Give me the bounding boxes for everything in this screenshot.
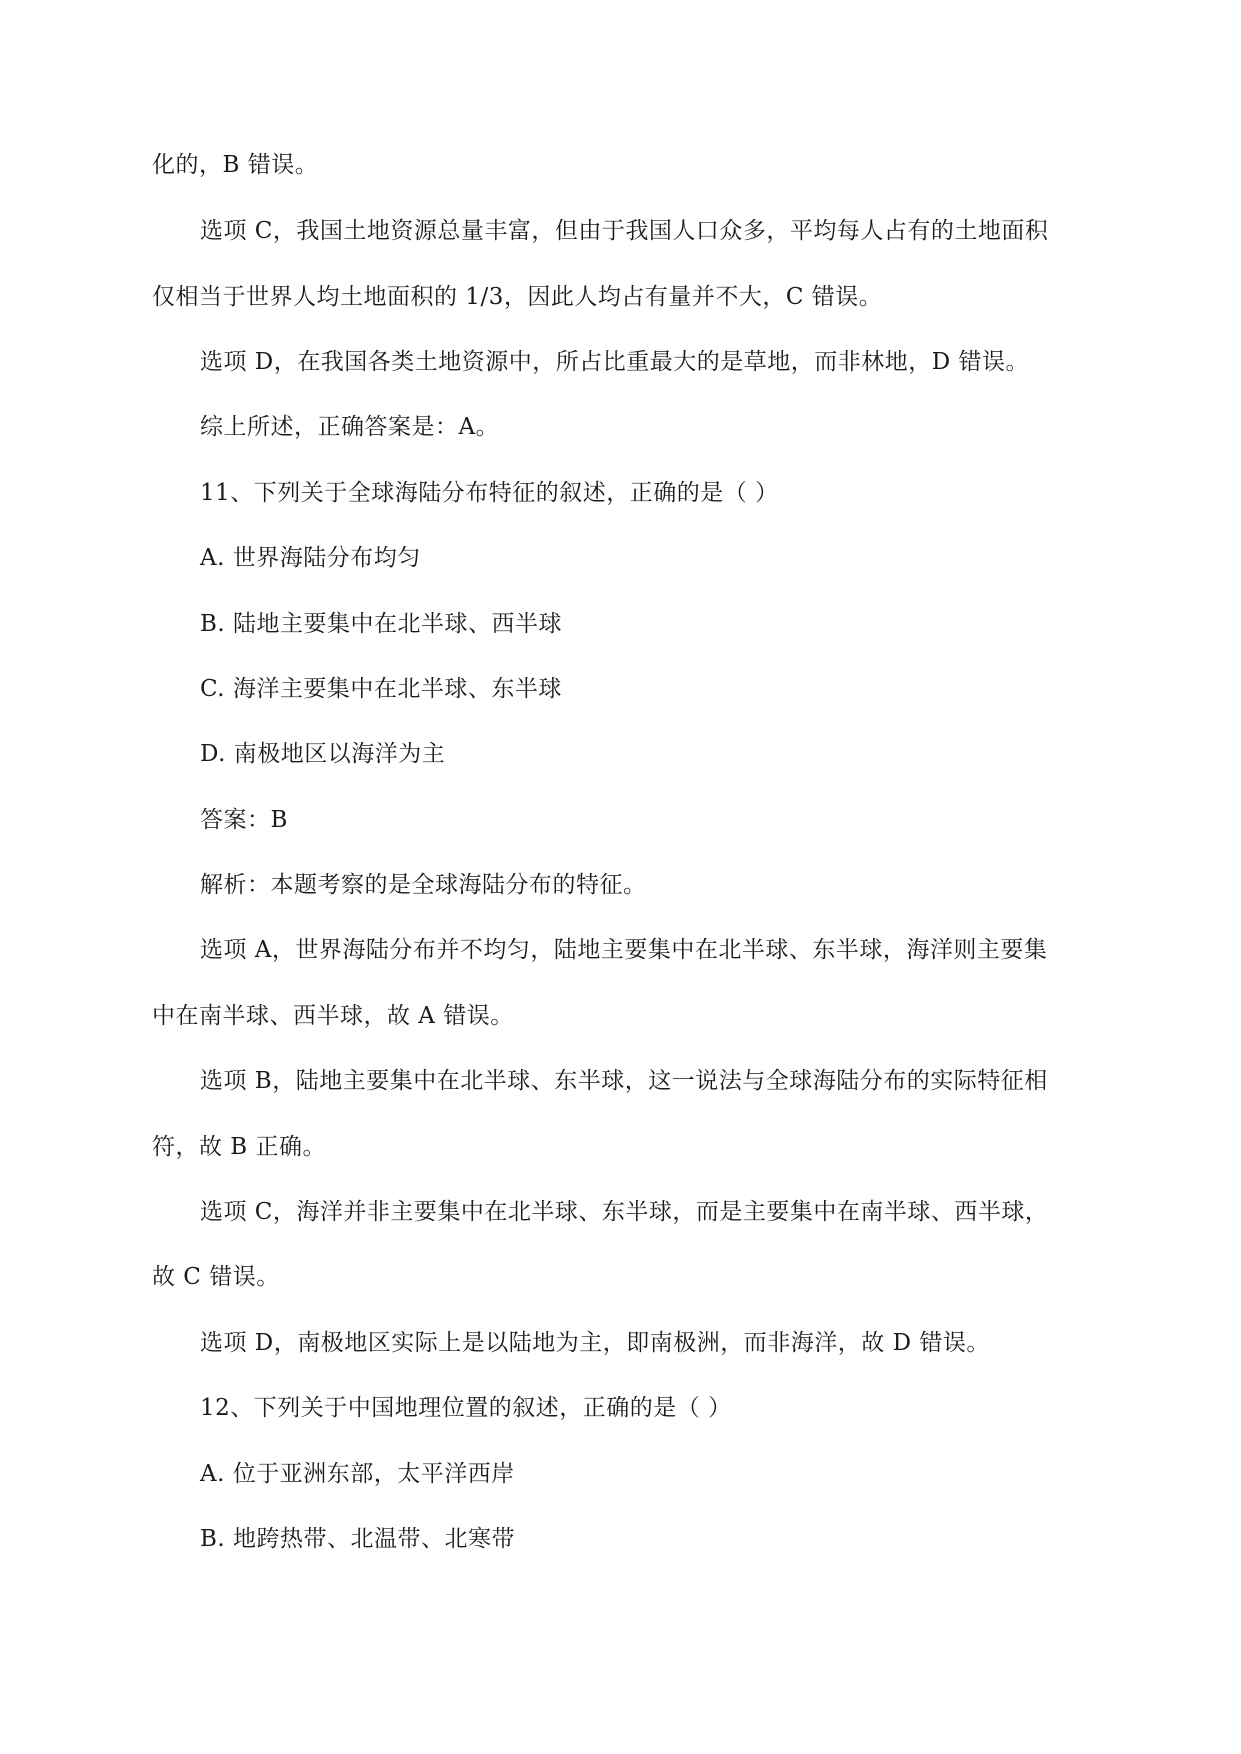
- text-line: 选项 B，陆地主要集中在北半球、东半球，这一说法与全球海陆分布的实际特征相: [200, 1068, 1048, 1094]
- text-line: 化的，B 错误。: [152, 152, 319, 178]
- option-d: D. 南极地区以海洋为主: [200, 741, 446, 767]
- text-line: 选项 C，海洋并非主要集中在北半球、东半球，而是主要集中在南半球、西半球，: [200, 1199, 1049, 1225]
- option-c: C. 海洋主要集中在北半球、东半球: [200, 676, 562, 702]
- text-line: 选项 A，世界海陆分布并不均匀，陆地主要集中在北半球、东半球，海洋则主要集: [200, 937, 1048, 963]
- text-line: 仅相当于世界人均土地面积的 1/3，因此人均占有量并不大，C 错误。: [152, 284, 883, 310]
- text-line: 符，故 B 正确。: [152, 1134, 327, 1160]
- analysis-line: 解析：本题考察的是全球海陆分布的特征。: [200, 872, 647, 898]
- option-b: B. 陆地主要集中在北半球、西半球: [200, 611, 563, 637]
- text-line: 综上所述，正确答案是：A。: [200, 414, 500, 440]
- option-a: A. 世界海陆分布均匀: [200, 545, 421, 571]
- option-a: A. 位于亚洲东部，太平洋西岸: [200, 1461, 515, 1487]
- answer-line: 答案：B: [200, 807, 288, 833]
- text-line: 选项 D，南极地区实际上是以陆地为主，即南极洲，而非海洋，故 D 错误。: [200, 1330, 990, 1356]
- option-b: B. 地跨热带、北温带、北寒带: [200, 1526, 516, 1552]
- text-line: 中在南半球、西半球，故 A 错误。: [152, 1003, 514, 1029]
- text-line: 故 C 错误。: [152, 1264, 280, 1290]
- question-title: 11、下列关于全球海陆分布特征的叙述，正确的是（ ）: [200, 480, 779, 506]
- text-line: 选项 D，在我国各类土地资源中，所占比重最大的是草地，而非林地，D 错误。: [200, 349, 1030, 375]
- question-title: 12、下列关于中国地理位置的叙述，正确的是（ ）: [200, 1395, 732, 1421]
- text-line: 选项 C，我国土地资源总量丰富，但由于我国人口众多，平均每人占有的土地面积: [200, 218, 1049, 244]
